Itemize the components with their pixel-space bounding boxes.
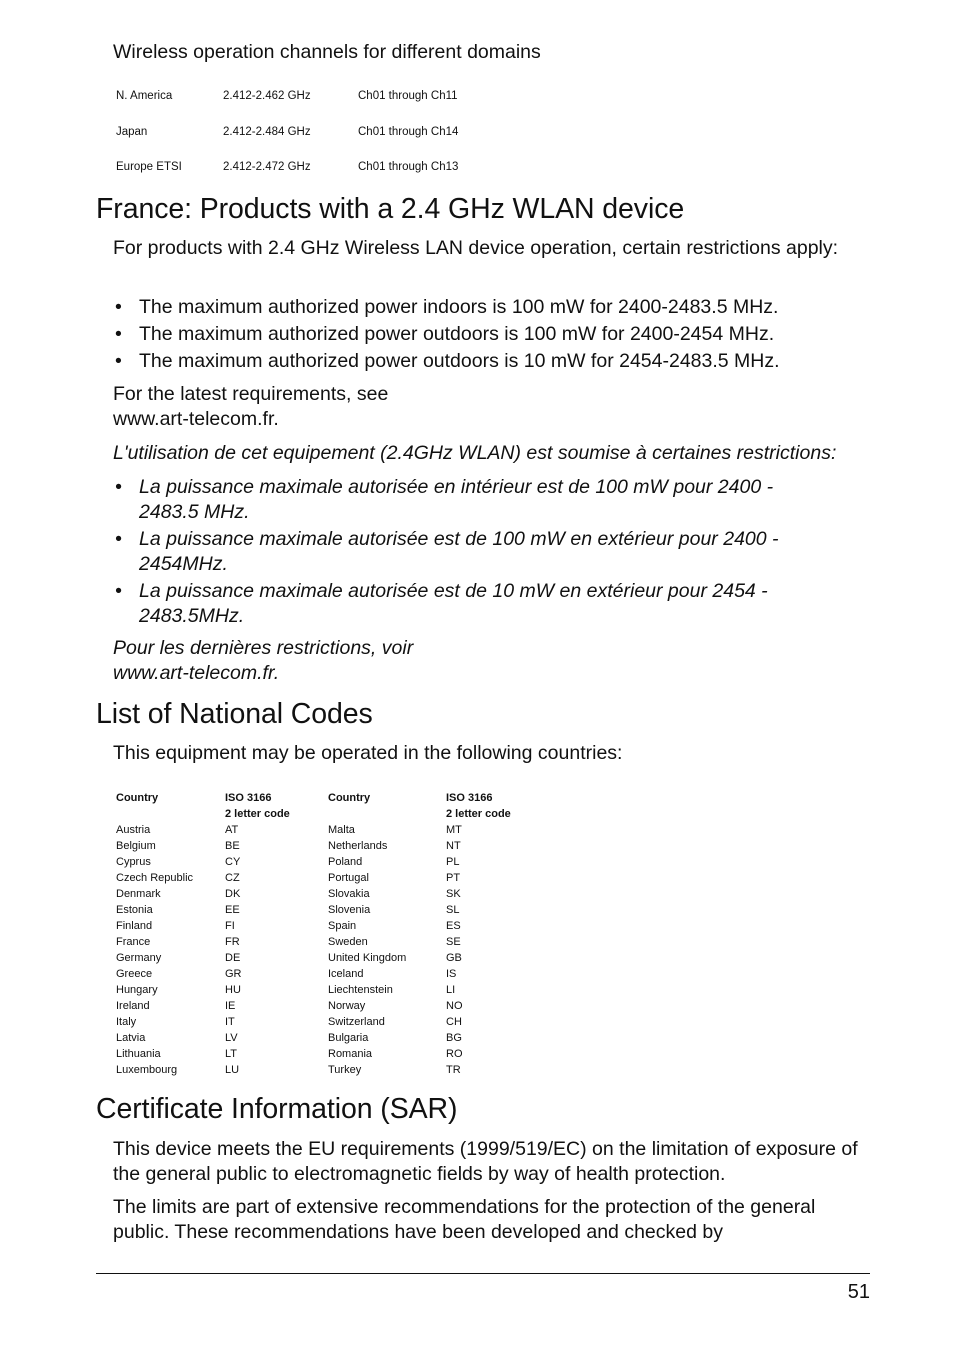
country-name: Czech Republic [116, 872, 194, 884]
country-name-2: United Kingdom [328, 952, 407, 964]
channel-domain: Japan [116, 125, 148, 138]
country-code-2: CH [446, 1016, 462, 1028]
country-code-2: PL [446, 856, 460, 868]
list-item: • La puissance maximale autorisée en intérieur est de 100 mW pour 2400 - 2483.5 MHz. [113, 475, 813, 525]
country-code: DE [225, 952, 241, 964]
country-name: Belgium [116, 840, 156, 852]
country-code-2: TR [446, 1064, 461, 1076]
france-fr-intro: L'utilisation de cet equipement (2.4GHz WLAN) est soumise à certaines restrictions: [113, 442, 837, 464]
table-row [116, 1046, 536, 1062]
table-row [116, 822, 536, 838]
france-fr-latest-line1: Pour les dernières restrictions, voir [113, 637, 414, 659]
country-code: HU [225, 984, 241, 996]
list-item: • The maximum authorized power outdoors is 10 mW for 2454-2483.5 MHz. [113, 349, 873, 374]
header-iso: ISO 3166 [225, 792, 272, 804]
sar-paragraph-2: The limits are part of extensive recommendations for the protection of the general public. These recommendations have been developed and checked by [113, 1196, 816, 1243]
country-name: Ireland [116, 1000, 150, 1012]
country-name-2: Poland [328, 856, 363, 868]
france-latest-link: www.art-telecom.fr. [113, 408, 279, 430]
country-name-2: Turkey [328, 1064, 362, 1076]
table-header-row [116, 790, 536, 806]
table-row [116, 998, 536, 1014]
country-name: Cyprus [116, 856, 151, 868]
country-name-2: Norway [328, 1000, 366, 1012]
country-name: Denmark [116, 888, 161, 900]
national-codes-table [116, 790, 536, 1078]
country-name: Latvia [116, 1032, 146, 1044]
france-heading: France: Products with a 2.4 GHz WLAN device [96, 193, 685, 225]
france-fr-latest-link: www.art-telecom.fr. [113, 662, 280, 684]
table-row [116, 918, 536, 934]
france-latest-line1: For the latest requirements, see [113, 383, 389, 405]
country-code: DK [225, 888, 241, 900]
country-name: France [116, 936, 151, 948]
channels-table [116, 90, 498, 197]
list-item: • The maximum authorized power indoors is 100 mW for 2400-2483.5 MHz. [113, 295, 873, 320]
table-row [116, 934, 536, 950]
header-iso-2: ISO 3166 [446, 792, 493, 804]
country-name-2: Sweden [328, 936, 368, 948]
channel-range: Ch01 through Ch14 [358, 125, 459, 138]
table-row [116, 838, 536, 854]
table-header-row [116, 806, 536, 822]
table-row [116, 1062, 536, 1078]
footer-rule [96, 1273, 870, 1274]
country-name-2: Bulgaria [328, 1032, 369, 1044]
country-name-2: Liechtenstein [328, 984, 393, 996]
country-code-2: SE [446, 936, 461, 948]
country-code-2: NT [446, 840, 461, 852]
page-number: 51 [847, 1281, 870, 1303]
country-name: Lithuania [116, 1048, 161, 1060]
country-code: IE [225, 1000, 236, 1012]
country-code: CY [225, 856, 241, 868]
country-code-2: PT [446, 872, 461, 884]
channels-title: Wireless operation channels for different domains [113, 41, 541, 63]
country-code: FR [225, 936, 240, 948]
country-name-2: Portugal [328, 872, 369, 884]
channel-domain: Europe ETSI [116, 161, 182, 173]
france-fr-bullet-list [113, 475, 813, 629]
table-row [116, 126, 498, 162]
country-code-2: MT [446, 824, 462, 836]
country-code: GR [225, 968, 242, 980]
table-row [116, 886, 536, 902]
list-item: • La puissance maximale autorisée est de 100 mW en extérieur pour 2400 - 2454MHz. [113, 527, 813, 577]
national-intro: This equipment may be operated in the following countries: [113, 742, 623, 764]
country-code-2: BG [446, 1032, 462, 1044]
country-name-2: Switzerland [328, 1016, 385, 1028]
header-iso-code-2: 2 letter code [446, 808, 511, 820]
country-name-2: Romania [328, 1048, 373, 1060]
channel-range: Ch01 through Ch13 [358, 161, 459, 173]
country-code: FI [225, 920, 235, 932]
table-row [116, 870, 536, 886]
sar-heading: Certificate Information (SAR) [96, 1093, 458, 1125]
country-name-2: Slovakia [328, 888, 370, 900]
channel-frequency: 2.412-2.472 GHz [223, 161, 311, 173]
country-code-2: GB [446, 952, 462, 964]
country-code: AT [225, 824, 239, 836]
list-item: • The maximum authorized power outdoors is 100 mW for 2400-2454 MHz. [113, 322, 873, 347]
sar-paragraph-1: This device meets the EU requirements (1999/519/EC) on the limitation of exposure of the general public to electromagnetic fields by way of health protection. [113, 1138, 858, 1185]
country-code-2: LI [446, 984, 456, 996]
header-country: Country [116, 792, 159, 804]
country-code: LT [225, 1048, 238, 1060]
country-name: Italy [116, 1016, 137, 1028]
country-code-2: NO [446, 1000, 463, 1012]
country-name: Luxembourg [116, 1064, 178, 1076]
national-heading: List of National Codes [96, 698, 373, 730]
country-code: BE [225, 840, 240, 852]
country-name: Greece [116, 968, 153, 980]
country-name-2: Malta [328, 824, 355, 836]
country-code-2: IS [446, 968, 457, 980]
country-code-2: ES [446, 920, 461, 932]
channel-domain: N. America [116, 90, 173, 102]
header-country-2: Country [328, 792, 371, 804]
country-name: Hungary [116, 984, 158, 996]
country-name-2: Slovenia [328, 904, 371, 916]
table-row [116, 854, 536, 870]
country-code-2: SL [446, 904, 460, 916]
country-code: LU [225, 1064, 240, 1076]
channel-frequency: 2.412-2.484 GHz [223, 125, 311, 138]
france-bullet-list [113, 295, 873, 374]
country-code: CZ [225, 872, 240, 884]
country-name: Austria [116, 824, 151, 836]
country-name: Finland [116, 920, 153, 932]
list-item: • La puissance maximale autorisée est de 10 mW en extérieur pour 2454 - 2483.5MHz. [113, 579, 813, 629]
country-code: LV [225, 1032, 238, 1044]
table-row [116, 1014, 536, 1030]
country-code-2: RO [446, 1048, 463, 1060]
table-row [116, 90, 498, 126]
table-row [116, 950, 536, 966]
header-iso-code: 2 letter code [225, 808, 290, 820]
table-row [116, 902, 536, 918]
country-code: EE [225, 904, 240, 916]
channel-frequency: 2.412-2.462 GHz [223, 90, 311, 102]
country-code: IT [225, 1016, 235, 1028]
country-name-2: Iceland [328, 968, 364, 980]
country-code-2: SK [446, 888, 461, 900]
channel-range: Ch01 through Ch11 [358, 90, 458, 102]
country-name: Estonia [116, 904, 153, 916]
table-row [116, 966, 536, 982]
table-row [116, 1030, 536, 1046]
country-name-2: Netherlands [328, 840, 388, 852]
table-row [116, 982, 536, 998]
country-name-2: Spain [328, 920, 357, 932]
country-name: Germany [116, 952, 162, 964]
france-intro: For products with 2.4 GHz Wireless LAN device operation, certain restrictions apply: [113, 237, 839, 259]
